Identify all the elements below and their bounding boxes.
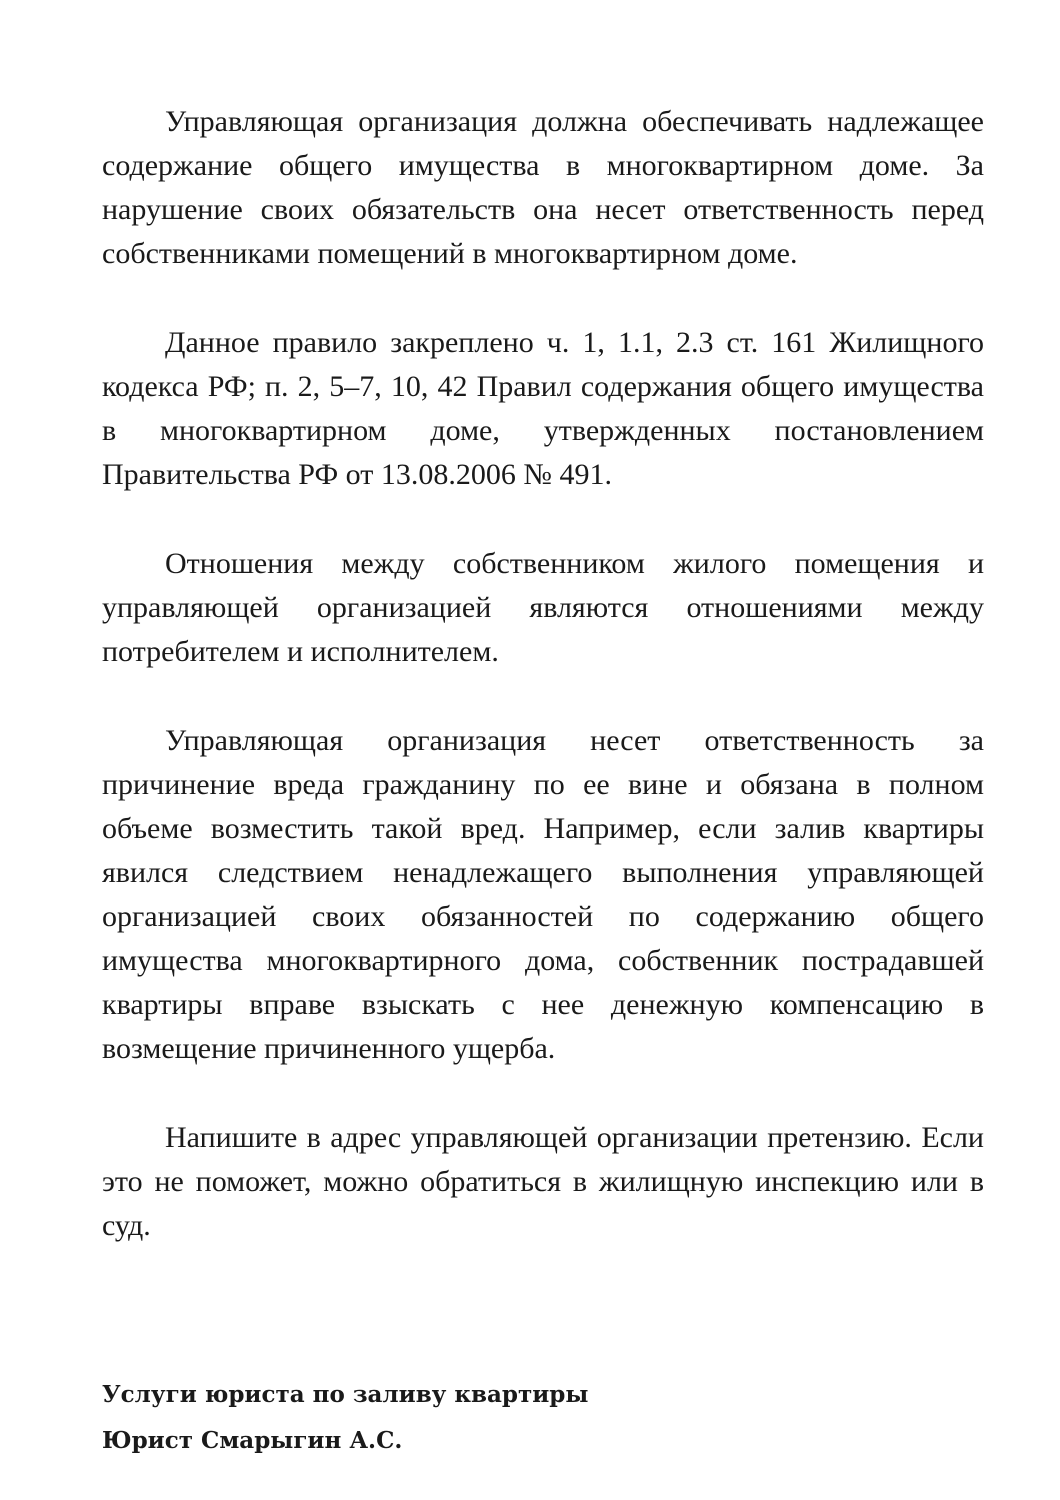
signature-author-line: Юрист Смарыгин А.С. <box>102 1427 403 1454</box>
paragraph-legal-basis: Данное правило закреплено ч. 1, 1.1, 2.3 ст. 161 Жилищного кодекса РФ; п. 2, 5–7, 10, 42 Правил содержания общего имущества в многоквартирном доме, утвержденных постановлением Правительства РФ от 13.08.2006 № 491. <box>102 326 984 491</box>
signature-service-line: Услуги юриста по заливу квартиры <box>102 1381 589 1408</box>
paragraph-consumer-relations: Отношения между собственником жилого помещения и управляющей организацией являются отношениями между потребителем и исполнителем. <box>102 547 984 668</box>
signature-block <box>102 1372 588 1464</box>
paragraph-liability: Управляющая организация несет ответственность за причинение вреда гражданину по ее вине и обязана в полном объеме возместить такой вред. Например, если залив квартиры явился следствием ненадлежащего выполнения управляющей организацией своих обязанностей по содержанию общего имущества многоквартирного дома, собственник пострадавшей квартиры вправе взыскать с нее денежную компенсацию в возмещение причиненного ущерба. <box>102 724 984 1065</box>
paragraph-management-duties: Управляющая организация должна обеспечивать надлежащее содержание общего имущества в многоквартирном доме. За нарушение своих обязательств она несет ответственность перед собственниками помещений в многоквартирном доме. <box>102 105 984 270</box>
document-body <box>102 100 984 1293</box>
paragraph-advice: Напишите в адрес управляющей организации претензию. Если это не поможет, можно обратиться в жилищную инспекцию или в суд. <box>102 1121 984 1242</box>
